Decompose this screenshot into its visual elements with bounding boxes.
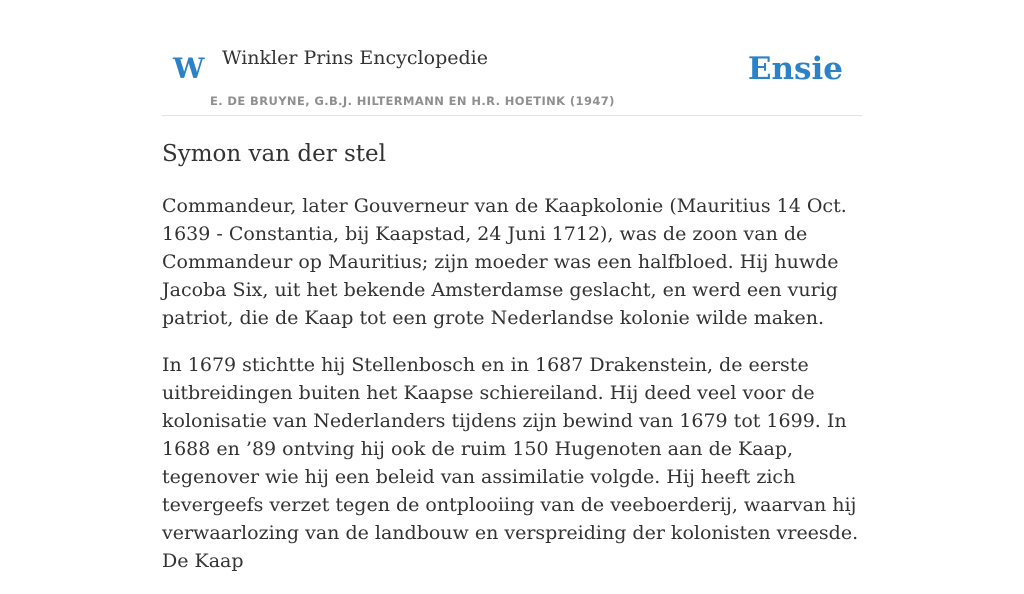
article-body	[162, 192, 862, 594]
source-title[interactable]: Winkler Prins Encyclopedie	[222, 47, 488, 69]
source-authors: E. DE BRUYNE, G.B.J. HILTERMANN EN H.R. HOETINK (1947)	[210, 94, 615, 108]
source-logo[interactable]: W	[173, 52, 205, 85]
article-paragraph: Commandeur, later Gouverneur van de Kaapkolonie (Mauritius 14 Oct. 1639 - Constantia, bij Kaapstad, 24 Juni 1712), was de zoon van de Commandeur op Mauritius; zijn moeder was een halfbloed. Hij huwde Jacoba Six, uit het bekende Amsterdamse geslacht, en werd een vurig patriot, die de Kaap tot een grote Nederlandse kolonie wilde maken.	[162, 195, 847, 329]
article-title: Symon van der stel	[162, 141, 387, 167]
article-paragraph: In 1679 stichtte hij Stellenbosch en in 1687 Drakenstein, de eerste uitbreidingen buiten het Kaapse schiereiland. Hij deed veel voor de kolonisatie van Nederlanders tijdens zijn bewind van 1679 tot 1699. In 1688 en ’89 ontving hij ook de ruim 150 Hugenoten aan de Kaap, tegenover wie hij een beleid van assimilatie volgde. Hij heeft zich tevergeefs verzet tegen de ontplooiing van de veeboerderij, waarvan hij verwaarlozing van de landbouw en verspreiding der kolonisten vreesde. De Kaap	[162, 354, 859, 572]
brand-logo[interactable]: Ensie	[747, 51, 843, 87]
source-header	[162, 0, 862, 116]
page-container	[162, 0, 862, 572]
